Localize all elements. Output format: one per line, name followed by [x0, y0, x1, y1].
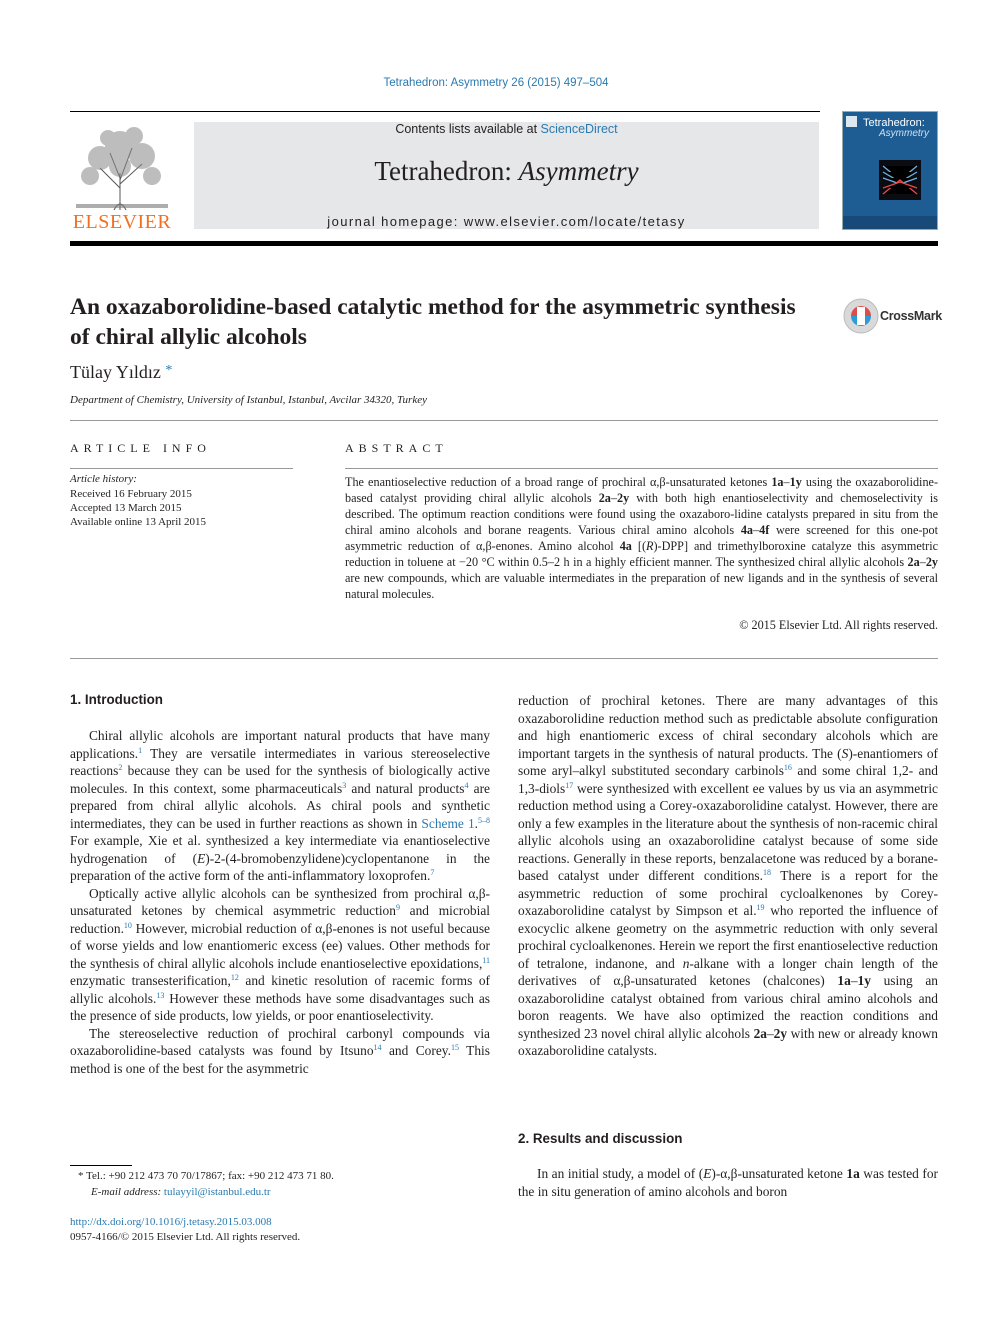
journal-name-italic: Asymmetry	[518, 156, 639, 186]
cover-title: Tetrahedron:	[863, 117, 925, 129]
journal-name-plain: Tetrahedron:	[374, 156, 519, 186]
results-heading: 2. Results and discussion	[518, 1131, 683, 1146]
contents-lists-line	[194, 122, 819, 136]
author-line	[70, 362, 172, 383]
abstract-copyright: © 2015 Elsevier Ltd. All rights reserved.	[739, 618, 938, 632]
history-online: Available online 13 April 2015	[70, 516, 207, 528]
footnote-email-line	[91, 1186, 271, 1198]
divider	[70, 420, 938, 421]
journal-cover-image	[842, 111, 938, 230]
history-received: Received 16 February 2015	[70, 488, 192, 500]
introduction-heading: 1. Introduction	[70, 692, 163, 707]
author-name: Tülay Yıldız	[70, 362, 161, 382]
article-history-label: Article history:	[70, 473, 137, 485]
article-title: An oxazaborolidine-based catalytic method for the asymmetric synthesis of chiral allylic alcohols	[70, 294, 796, 350]
abstract-body: The enantioselective reduction of a broad range of prochiral α,β-unsaturated ketones 1a–1y using the oxazaborolidine-based catalyst providing chiral allylic alcohols 2a–2y with both high enantioselectivity and chemoselectivity is described. The optimum reaction conditions were found using the oxazaboro-lidine catalysts prepared in situ from the chiral amino alcohols and borane reagents. Various chiral amino alcohols 4a–4f were screened for this one-pot asymmetric reduction of α,β-enones. Amino alcohol 4a [(R)-DPP] and trimethylboroxine catalyze this asymmetric reduction in toluene at −20 °C within 0.5–2 h in a highly efficient manner. The synthesized chiral allylic alcohols 2a–2y are new compounds, which are valuable intermediates in the preparation of new ligands and in the synthesis of several natural molecules.	[345, 475, 939, 601]
article-info-heading: ARTICLE INFO	[70, 441, 211, 455]
header-rule-bottom	[70, 241, 938, 246]
divider	[345, 468, 938, 469]
doi-link[interactable]: http://dx.doi.org/10.1016/j.tetasy.2015.03.008	[70, 1216, 272, 1228]
crossmark-label[interactable]: CrossMark	[880, 309, 942, 323]
header-rule-top	[70, 111, 820, 112]
author-footnote-mark[interactable]: *	[165, 363, 173, 378]
author-affiliation: Department of Chemistry, University of Istanbul, Istanbul, Avcilar 34320, Turkey	[70, 394, 427, 406]
cover-subtitle: Asymmetry	[879, 128, 929, 139]
sciencedirect-link[interactable]: ScienceDirect	[540, 122, 618, 136]
divider	[70, 658, 938, 659]
divider	[70, 468, 293, 469]
cover-elsevier-mark	[846, 116, 857, 127]
results-paragraph: In an initial study, a model of (E)-α,β-unsaturated ketone 1a was tested for the in situ generation of amino alcohols and boron	[518, 1166, 939, 1199]
journal-name	[194, 156, 819, 187]
elsevier-wordmark: ELSEVIER	[72, 211, 172, 233]
contents-prefix: Contents lists available at	[395, 122, 541, 136]
issn-line: 0957-4166/© 2015 Elsevier Ltd. All rights reserved.	[70, 1231, 301, 1243]
body-column-left: Chiral allylic alcohols are important natural products that have many applications.$^1$ They are versatile intermediates in various stereoselective reactions$^2$ because they can be used for the synthesis of biologically active molecules. In this context, some pharmaceuticals$^3$ and natural products$^4$ are prepared from chiral allylic alcohols. As chiral pools and synthetic intermediates, they can be used in further reactions as shown in Scheme 1.$^{5-8}$ For example, Xie et al. synthesized a key intermediate via enantioselective hydrogenation of (E)-2-(4-bromobenzylidene)cyclopentanone in the preparation of the active form of the anti-inflammatory loxoprofen.$^7$ Optically active allylic alcohols can be synthesized from prochiral α,β-unsaturated ketones by chemical asymmetric reduction$^9$ and microbial reduction.$^{10}$ However, microbial reduction of α,β-enones is not useful because of worse yields and low enantiomeric excess (ee) values. Other methods for the synthesis of chiral allylic alcohols include enantioselective epoxidations,$^{11}$ enzymatic transesterification,$^{12}$ and kinetic resolution of racemic forms of allylic alcohols.$^{13}$ However these methods have some disadvantages such as the presence of side products, low yields, or poor enantioselectivity. The stereoselective reduction of prochiral carbonyl compounds via oxazaborolidine-based catalysts was found by Itsuno$^{14}$ and Corey.$^{15}$ This method is one of the best for the asymmetric	[70, 728, 491, 1076]
author-email-link[interactable]: tulayyil@istanbul.edu.tr	[163, 1186, 271, 1198]
cover-graphic	[879, 160, 921, 200]
journal-citation[interactable]: Tetrahedron: Asymmetry 26 (2015) 497–504	[383, 77, 609, 89]
footnote-contact: * Tel.: +90 212 473 70 70/17867; fax: +90 212 473 71 80.	[78, 1170, 334, 1182]
cover-footer-band	[843, 216, 937, 229]
email-label: E-mail address:	[91, 1186, 164, 1198]
body-column-right: reduction of prochiral ketones. There are many advantages of this oxazaborolidine reduction method such as predictable absolute configuration and high enantiomeric excess of chiral secondary alcohols which are important targets in the synthesis of natural products. The (S)-enantiomers of some aryl–alkyl substituted secondary carbinols$^{16}$ and some chiral 1,2- and 1,3-diols$^{17}$ were synthesized with excellent ee values by us via an asymmetric reduction method using a Corey-oxazaborolidine catalyst. However, there are only a few examples in the literature about the synthesis of non-racemic chiral allylic alcohols using an oxazaborolidine catalyst because of some side reactions. Generally in these reports, benzalacetone was reduced by a borane-based catalyst under different conditions.$^{18}$ There is a report for the asymmetric reduction of some prochiral cycloalkenones by Corey-oxazaborolidine catalyst by Simpson et al.$^{19}$ who reported the influence of exocyclic alkene geometry on the asymmetric reduction with only several prochiral cycloalkenones. Herein we report the first enantioselective reduction of tetralone, indanone, and n-alkane with a longer chain length of the derivatives of α,β-unsaturated ketones (chalcones) 1a–1y using an oxazaborolidine catalyst obtained from various chiral amino alcohols and boron reagents. We have also optimized the reaction conditions and synthesized 23 novel chiral allylic alcohols 2a–2y with new or already known oxazaborolidine catalysts.	[518, 693, 938, 1058]
history-accepted: Accepted 13 March 2015	[70, 502, 182, 514]
abstract-heading: ABSTRACT	[345, 441, 448, 455]
footnote-rule	[70, 1165, 132, 1166]
journal-homepage[interactable]: journal homepage: www.elsevier.com/locate/tetasy	[327, 214, 686, 229]
